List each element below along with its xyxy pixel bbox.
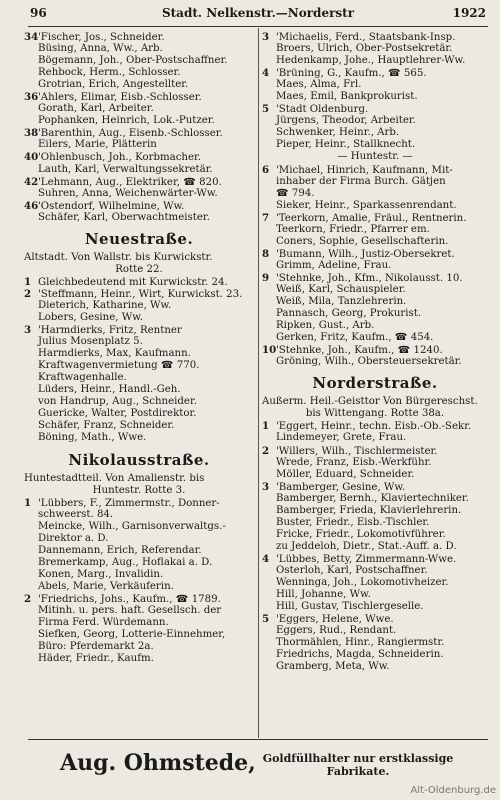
entry-text: 'Michaelis, Ferd., Staatsbank-Insp. <box>276 32 456 43</box>
entry-text: 'Barenthin, Aug., Eisenb.-Schlosser. <box>38 128 223 140</box>
house-number: 4 <box>262 67 270 80</box>
house-number: 42 <box>24 175 39 188</box>
directory-entry <box>262 188 488 200</box>
street-heading-norderstrasse: Norderstraße. <box>312 374 438 393</box>
directory-entry <box>262 236 488 248</box>
directory-entry <box>262 445 488 457</box>
directory-entry <box>262 589 488 601</box>
entry-text: Mitinh. u. pers. haft. Gesellsch. der <box>38 605 222 617</box>
directory-entry <box>262 248 488 260</box>
entry-text: Eilers, Marie, Plätterin <box>38 139 157 151</box>
directory-entry <box>24 617 254 629</box>
entry-text: 'Teerkorn, Amalie, Fräul., Rentnerin. <box>276 212 467 224</box>
entry-text: 'Bamberger, Gesine, Ww. <box>276 481 406 493</box>
entry-text: 'Bumann, Wilh., Justiz-Obersekret. <box>276 248 455 260</box>
directory-entry <box>262 332 488 344</box>
directory-entry <box>24 420 254 432</box>
entry-text: Teerkorn, Friedr., Pfarrer em. <box>276 223 430 235</box>
directory-entry <box>24 593 254 605</box>
entry-text: Lobers, Gesine, Ww. <box>38 311 143 323</box>
directory-entry <box>262 661 488 673</box>
entry-text: Schäfer, Karl, Oberwachtmeister. <box>38 211 210 223</box>
entry-text: Pannasch, Georg, Prokurist. <box>276 308 422 320</box>
entry-text: Eggers, Rud., Rendant. <box>276 625 397 637</box>
entry-text: 'Willers, Wilh., Tischlermeister. <box>276 445 438 457</box>
directory-entry <box>262 31 488 43</box>
advert-name: Aug. Ohmstede, <box>60 750 256 776</box>
entry-text: 'Lübbers, F., Zimmermstr., Donner- <box>38 497 220 509</box>
footer-rule <box>28 739 488 740</box>
entry-text: Meincke, Wilh., Garnisonverwaltgs.- <box>38 520 226 532</box>
directory-entry <box>262 637 488 649</box>
entry-text: 'Michael, Hinrich, Kaufmann, Mit- <box>276 164 453 176</box>
entry-text: Siefken, Georg, Lotterie-Einnehmer, <box>38 629 226 641</box>
directory-entry <box>24 432 254 444</box>
entry-text: 'Friedrichs, Johs., Kaufm., ☎ 1789. <box>38 593 221 605</box>
entry-text: Hedenkamp, Johe., Hauptlehrer-Ww. <box>276 55 466 67</box>
directory-entry <box>24 176 254 188</box>
house-number: 34 <box>24 31 39 43</box>
advertisement <box>60 746 460 786</box>
entry-text: Coners, Sophie, Gesellschafterin. <box>276 235 449 247</box>
entry-text: 'Ahlers, Elimar, Eisb.-Schlosser. <box>38 92 202 104</box>
directory-entry <box>24 384 254 396</box>
entry-text: Rehbock, Herm., Schlosser. <box>38 67 181 79</box>
entry-text: Harmdierks, Max, Kaufmann. <box>38 348 191 360</box>
directory-entry <box>262 308 488 320</box>
directory-entry <box>262 356 488 368</box>
directory-entry <box>262 601 488 613</box>
entry-text: 'Fischer, Jos., Schneider. <box>38 32 165 43</box>
directory-entry <box>24 605 254 617</box>
house-number: 1 <box>24 275 32 288</box>
entry-text: Schäfer, Franz, Schneider. <box>38 420 175 432</box>
directory-entry <box>24 200 254 212</box>
left-column <box>24 31 254 665</box>
directory-entry <box>262 79 488 91</box>
year-label: 1922 <box>452 6 486 20</box>
directory-entry <box>24 545 254 557</box>
entry-text: Osterloh, Karl, Postschaffner. <box>276 564 428 576</box>
directory-entry <box>262 151 488 163</box>
entry-text: Hill, Johanne, Ww. <box>276 589 371 601</box>
entry-text: Weiß, Karl, Schauspieler. <box>276 283 406 295</box>
entry-text: Friedrichs, Magda, Schneiderin. <box>276 649 444 661</box>
directory-entry <box>24 641 254 653</box>
directory-entry <box>24 396 254 408</box>
entry-text: Direktor a. D. <box>38 532 109 544</box>
directory-entry <box>262 625 488 637</box>
directory-entry <box>262 565 488 577</box>
entry-text: inhaber der Firma Burch. Gätjen <box>276 175 446 187</box>
directory-entry <box>24 521 254 533</box>
entry-text: Fricke, Friedr., Lokomotivführer. <box>276 528 446 540</box>
directory-entry <box>262 115 488 127</box>
directory-entry <box>24 151 254 163</box>
entry-text: 'Stadt Oldenburg. <box>276 104 369 116</box>
entry-text: 'Ostendorf, Wilhelmine, Ww. <box>38 200 185 212</box>
directory-entry <box>24 360 254 372</box>
directory-entry <box>262 127 488 139</box>
house-number: 36 <box>24 91 39 104</box>
entry-text: Büro: Pferdemarkt 2a. <box>38 641 154 653</box>
house-number: 9 <box>262 271 270 284</box>
directory-entry <box>262 481 488 493</box>
directory-entry <box>262 505 488 517</box>
entry-text: schweerst. 84. <box>38 508 114 520</box>
directory-entry <box>24 324 254 336</box>
directory-entry <box>24 164 254 176</box>
directory-entry <box>24 55 254 67</box>
directory-entry <box>24 31 254 43</box>
entry-text: Grotrian, Erich, Angestellter. <box>38 79 189 91</box>
entry-text: Häder, Friedr., Kaufm. <box>38 653 154 665</box>
directory-entry <box>262 164 488 176</box>
directory-entry <box>262 541 488 553</box>
entry-text: Pieper, Heinr., Stallknecht. <box>276 139 416 151</box>
entry-text: Suhren, Anna, Weichenwärter-Ww. <box>38 187 218 199</box>
street-heading-neuestrasse: Neuestraße. <box>84 229 194 248</box>
street-heading-nikolausstrasse: Nikolausstraße. <box>68 450 210 469</box>
column-divider <box>258 28 259 738</box>
entry-text: Lauth, Karl, Verwaltungssekretär. <box>38 163 213 175</box>
entry-text: Grimm, Adeline, Frau. <box>276 259 392 271</box>
entry-text: Bamberger, Frieda, Klavierlehrerin. <box>276 504 462 516</box>
directory-entry <box>24 581 254 593</box>
entry-text: Thormählen, Hinr., Rangiermstr. <box>276 637 445 649</box>
directory-entry <box>24 300 254 312</box>
entry-text: Lindemeyer, Grete, Frau. <box>276 432 407 444</box>
entry-text: Möller, Eduard, Schneider. <box>276 468 415 480</box>
house-number: 3 <box>262 31 270 43</box>
entry-text: 'Lehmann, Aug., Elektriker, ☎ 820. <box>38 176 222 188</box>
directory-entry <box>24 372 254 384</box>
directory-entry <box>262 432 488 444</box>
house-number: 1 <box>262 420 270 433</box>
entry-text: Maes, Emil, Bankprokurist. <box>276 91 418 103</box>
entry-text: Bögemann, Joh., Ober-Postschaffner. <box>38 55 228 67</box>
directory-entry <box>24 67 254 79</box>
entry-text: Kraftwagenvermietung ☎ 770. <box>38 360 200 372</box>
entry-text: Büsing, Anna, Ww., Arb. <box>38 43 163 55</box>
directory-entry <box>262 296 488 308</box>
directory-entry <box>24 312 254 324</box>
directory-entry <box>262 469 488 481</box>
directory-entry <box>24 276 254 288</box>
entry-text: Guericke, Walter, Postdirektor. <box>38 408 197 420</box>
directory-entry <box>262 493 488 505</box>
entry-text: Julius Mosenplatz 5. <box>38 336 143 348</box>
directory-entry <box>24 497 254 509</box>
entry-text: Ripken, Gust., Arb. <box>276 320 375 332</box>
directory-entry <box>262 553 488 565</box>
house-number: 2 <box>24 592 32 605</box>
directory-entry <box>262 613 488 625</box>
entry-text: 'Stehnke, Joh., Kfm., Nikolausst. 10. <box>276 272 463 284</box>
directory-entry <box>262 212 488 224</box>
entry-text: zu Jeddeloh, Dietr., Stat.-Auff. a. D. <box>276 540 457 552</box>
directory-entry <box>262 67 488 79</box>
house-number: 4 <box>262 552 270 565</box>
house-number: 1 <box>24 496 32 509</box>
page-header <box>30 6 486 26</box>
entry-text: 'Ohlenbusch, Joh., Korbmacher. <box>38 152 201 164</box>
entry-text: 'Eggers, Helene, Wwe. <box>276 614 394 626</box>
directory-entry <box>262 43 488 55</box>
entry-text: Gleichbedeutend mit Kurwickstr. 24. <box>38 276 228 288</box>
entry-text: Hill, Gustav, Tischlergeselle. <box>276 601 424 613</box>
directory-entry <box>262 420 488 432</box>
entry-text: Gerken, Fritz, Kaufm., ☎ 454. <box>276 332 434 344</box>
entry-text: Dannemann, Erich, Referendar. <box>38 544 202 556</box>
directory-entry <box>24 115 254 127</box>
header-rule <box>28 26 488 27</box>
house-number: 38 <box>24 127 39 140</box>
house-number: 2 <box>24 287 32 300</box>
entry-text: Gramberg, Meta, Ww. <box>276 661 390 673</box>
directory-entry <box>24 103 254 115</box>
entry-text: Jürgens, Theodor, Arbeiter. <box>276 115 416 127</box>
entry-text: Schwenker, Heinr., Arb. <box>276 127 400 139</box>
directory-entry <box>262 224 488 236</box>
directory-entry <box>262 344 488 356</box>
directory-entry <box>262 200 488 212</box>
entry-text: Maes, Alma, Frl. <box>276 79 362 91</box>
entry-text: 'Lübbes, Betty, Zimmermann-Wwe. <box>276 553 457 565</box>
house-number: 40 <box>24 151 39 164</box>
directory-entry <box>24 653 254 665</box>
entry-text: Lüders, Heinr., Handl.-Geh. <box>38 384 181 396</box>
directory-entry <box>262 55 488 67</box>
house-number: 3 <box>24 324 32 337</box>
directory-entry <box>24 91 254 103</box>
entry-text: Gorath, Karl, Arbeiter. <box>38 103 154 115</box>
watermark: Alt-Oldenburg.de <box>410 785 496 796</box>
advert-tagline: Goldfüllhalter nur erstklassige Fabrikate. <box>262 752 454 778</box>
street-description: Altstadt. Von Wallstr. bis Kurwickstr. <box>24 251 213 263</box>
directory-entry <box>24 212 254 224</box>
house-number: 10 <box>262 344 277 357</box>
directory-entry <box>262 260 488 272</box>
directory-entry <box>24 569 254 581</box>
entry-text: ☎ 794. <box>276 187 315 199</box>
directory-entry <box>262 103 488 115</box>
directory-entry <box>262 577 488 589</box>
directory-entry <box>24 188 254 200</box>
entry-text: Böning, Math., Wwe. <box>38 432 147 444</box>
entry-text: — Huntestr. — <box>337 151 413 163</box>
entry-text: Konen, Marg., Invalidin. <box>38 568 164 580</box>
directory-entry <box>24 348 254 360</box>
directory-entry <box>262 176 488 188</box>
street-description: Huntestadtteil. Von Amalienstr. bis <box>24 472 205 484</box>
entry-text: Bamberger, Bernh., Klaviertechniker. <box>276 492 469 504</box>
directory-entry <box>24 557 254 569</box>
directory-entry <box>262 139 488 151</box>
entry-text: 'Stehnke, Joh., Kaufm., ☎ 1240. <box>276 345 443 357</box>
house-number: 5 <box>262 613 270 626</box>
entry-text: Sieker, Heinr., Sparkassenrendant. <box>276 199 457 211</box>
street-description: Huntestr. Rotte 3. <box>92 484 186 496</box>
house-number: 46 <box>24 199 39 212</box>
entry-text: Kraftwagenhalle. <box>38 372 127 384</box>
house-number: 7 <box>262 211 270 224</box>
directory-entry <box>262 320 488 332</box>
directory-entry <box>262 457 488 469</box>
entry-text: 'Eggert, Heinr., techn. Eisb.-Ob.-Sekr. <box>276 421 472 433</box>
directory-entry <box>262 272 488 284</box>
directory-entry <box>262 517 488 529</box>
entry-text: Broers, Ulrich, Ober-Postsekretär. <box>276 43 453 55</box>
house-number: 3 <box>262 480 270 493</box>
entry-text: Weiß, Mila, Tanzlehrerin. <box>276 296 407 308</box>
directory-entry <box>24 288 254 300</box>
directory-entry <box>24 509 254 521</box>
directory-entry <box>24 139 254 151</box>
street-description: Rotte 22. <box>115 263 163 275</box>
right-column <box>262 31 488 673</box>
page-number: 96 <box>30 6 47 20</box>
directory-entry <box>24 43 254 55</box>
entry-text: Wenninga, Joh., Lokomotivheizer. <box>276 577 449 589</box>
directory-entry <box>24 127 254 139</box>
page-title: Stadt. Nelkenstr.—Norderstr <box>161 6 355 20</box>
directory-entry <box>262 284 488 296</box>
entry-text: Firma Ferd. Würdemann. <box>38 617 169 629</box>
directory-entry <box>24 629 254 641</box>
entry-text: Gröning, Wilh., Obersteuersekretär. <box>276 356 462 368</box>
entry-text: Dieterich, Katharine, Ww. <box>38 299 172 311</box>
entry-text: Buster, Friedr., Eisb.-Tischler. <box>276 516 430 528</box>
directory-entry <box>24 408 254 420</box>
entry-text: 'Harmdierks, Fritz, Rentner <box>38 325 182 337</box>
directory-entry <box>262 529 488 541</box>
street-description: Außerm. Heil.-Geisttor Von Bürgereschst. <box>262 396 478 408</box>
entry-text: 'Brüning, G., Kaufm., ☎ 565. <box>276 68 427 80</box>
entry-text: Bremerkamp, Aug., Hoflakai a. D. <box>38 556 213 568</box>
house-number: 6 <box>262 163 270 176</box>
directory-entry <box>24 336 254 348</box>
directory-entry <box>24 533 254 545</box>
house-number: 8 <box>262 247 270 260</box>
entry-text: Abels, Marie, Verkäuferin. <box>38 580 174 592</box>
directory-entry <box>262 649 488 661</box>
entry-text: Pophanken, Heinrich, Lok.-Putzer. <box>38 115 215 127</box>
street-description: bis Wittengang. Rotte 38a. <box>305 408 445 420</box>
entry-text: von Handrup, Aug., Schneider. <box>38 396 197 408</box>
entry-text: Wrede, Franz, Eisb.-Werkführ. <box>276 456 432 468</box>
entry-text: 'Steffmann, Heinr., Wirt, Kurwickst. 23. <box>38 288 243 300</box>
house-number: 5 <box>262 103 270 116</box>
directory-entry <box>24 79 254 91</box>
house-number: 2 <box>262 444 270 457</box>
directory-entry <box>262 91 488 103</box>
